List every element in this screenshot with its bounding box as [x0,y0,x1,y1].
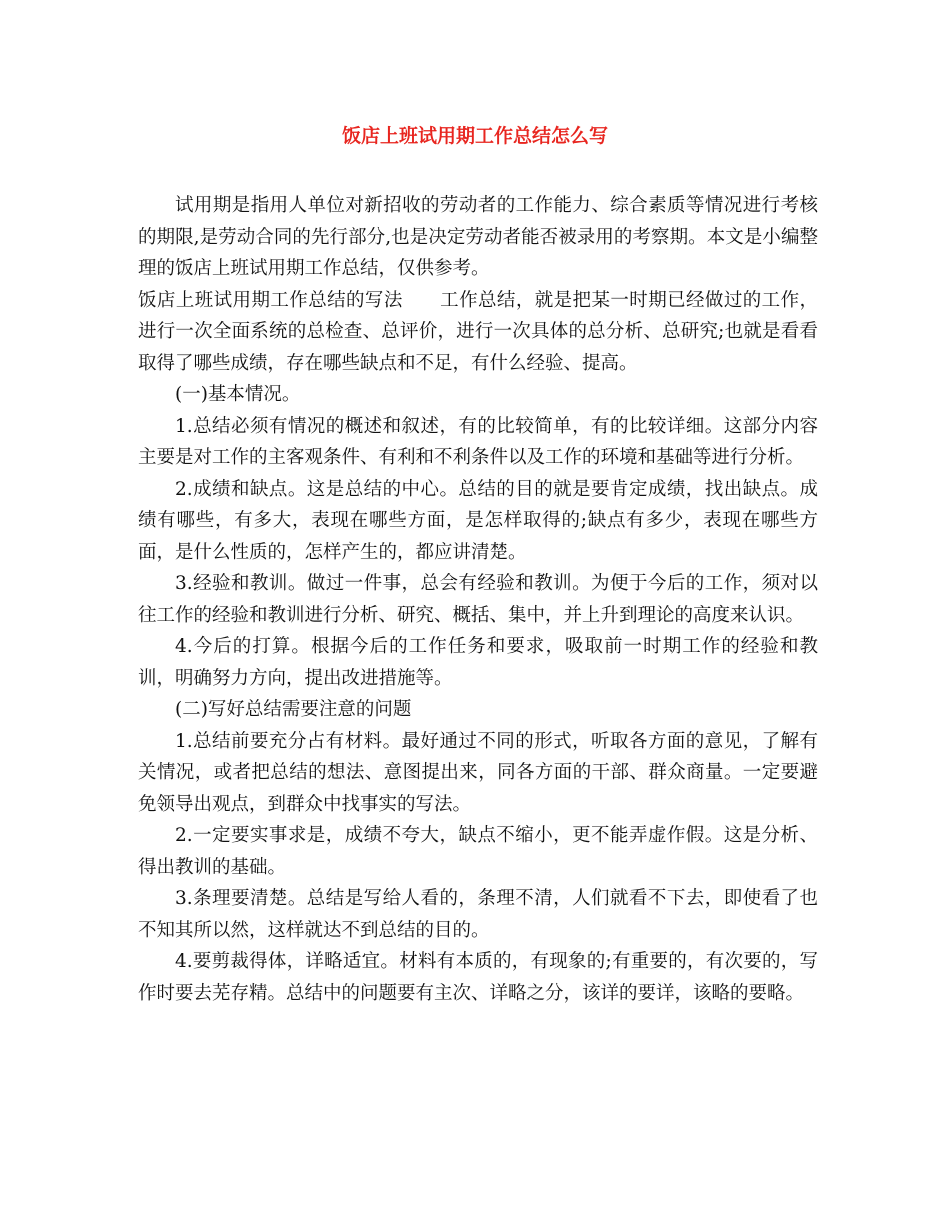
section-paragraph [138,285,818,380]
part1-item: 3.经验和教训。做过一件事，总会有经验和教训。为便于今后的工作，须对以往工作的经验和教训进行分析、研究、概括、集中，并上升到理论的高度来认识。 [138,573,818,626]
intro-paragraph: 试用期是指用人单位对新招收的劳动者的工作能力、综合素质等情况进行考核的期限,是劳动合同的先行部分,也是决定劳动者能否被录用的考察期。本文是小编整理的饭店上班试用期工作总结，仅供参考。 [138,195,818,279]
part1-heading: (一)基本情况。 [175,384,301,405]
part2-item: 1.总结前要充分占有材料。最好通过不同的形式，听取各方面的意见，了解有关情况，或者把总结的想法、意图提出来，同各方面的干部、群众商量。一定要避免领导出观点，到群众中找事实的写法。 [138,730,818,815]
part1-item: 1.总结必须有情况的概述和叙述，有的比较简单，有的比较详细。这部分内容主要是对工作的主客观条件、有利和不利条件以及工作的环境和基础等进行分析。 [138,415,818,468]
document-title: 饭店上班试用期工作总结怎么写 [341,125,608,147]
document-body [138,190,818,1009]
part2-item: 4.要剪裁得体，详略适宜。材料有本质的，有现象的;有重要的，有次要的，写作时要去芜存精。总结中的问题要有主次、详略之分，该详的要详，该略的要略。 [138,951,818,1004]
part2-item: 3.条理要清楚。总结是写给人看的，条理不清，人们就看不下去，即使看了也不知其所以然，这样就达不到总结的目的。 [138,888,818,941]
part2-heading: (二)写好总结需要注意的问题 [175,699,412,720]
section-intro: 工作总结，就是把某一时期已经做过的工作，进行一次全面系统的总检查、总评价，进行一次具体的总分析、总研究;也就是看看取得了哪些成绩，存在哪些缺点和不足，有什么经验、提高。 [138,289,818,374]
part1-item: 4.今后的打算。根据今后的工作任务和要求，吸取前一时期工作的经验和教训，明确努力方向，提出改进措施等。 [138,636,818,689]
part2-item: 2.一定要实事求是，成绩不夸大，缺点不缩小，更不能弄虚作假。这是分析、得出教训的基础。 [138,825,818,878]
section-heading: 饭店上班试用期工作总结的写法 [138,289,403,311]
part1-item: 2.成绩和缺点。这是总结的中心。总结的目的就是要肯定成绩，找出缺点。成绩有哪些，有多大，表现在哪些方面，是怎样取得的;缺点有多少，表现在哪些方面，是什么性质的，怎样产生的，都应讲清楚。 [138,478,818,563]
